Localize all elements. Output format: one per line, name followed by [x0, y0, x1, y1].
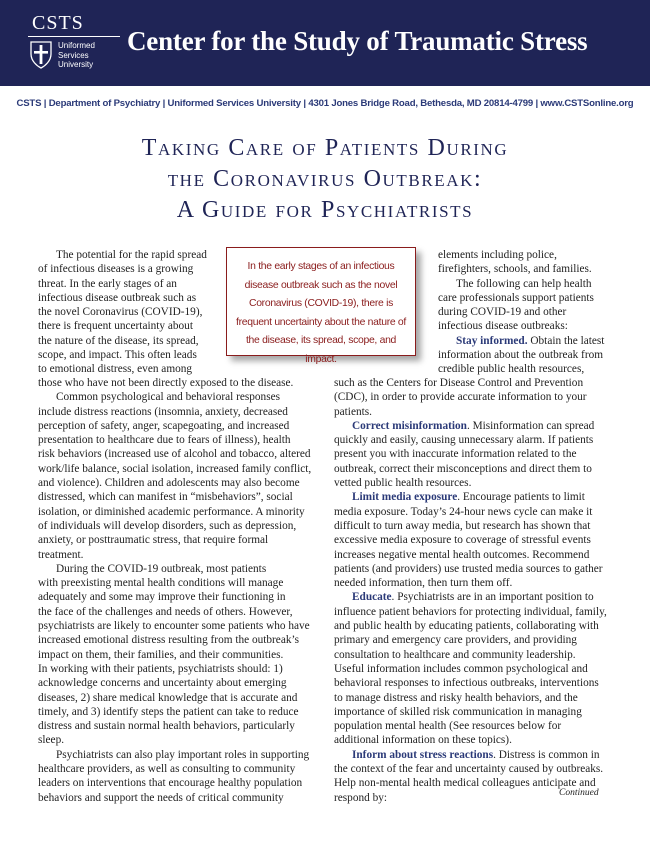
logo-word: University — [58, 60, 94, 69]
text-line: work/life balance, social isolation, increased family conflict, — [38, 462, 312, 475]
text-line: leaders on interventions that encourage healthy population — [38, 777, 303, 790]
logo-word: Services — [58, 50, 89, 60]
text-line: media exposure. Today’s 24-hour news cycle can make it — [334, 505, 593, 518]
text-line: influence patient behaviors for protecting individual, family, — [334, 605, 607, 618]
text-line: additional information on these topics). — [334, 734, 512, 747]
text-line: During the COVID-19 outbreak, most patients — [56, 562, 267, 575]
text-line: difficult to turn away media, but research has shown that — [334, 519, 591, 532]
text-line: to emotional distress, even among — [38, 363, 193, 376]
text-line: care professionals support patients — [438, 291, 594, 304]
text-line: isolation, or diminished academic performance. A minority — [38, 505, 305, 518]
text-line: risk behaviors (increased use of alcohol and tobacco, altered — [38, 448, 311, 461]
text-line: consultation to healthcare and community leadership. — [334, 648, 576, 661]
text-line: patients. — [334, 405, 372, 418]
text-line: and public health by educating patients, collaborating with — [334, 620, 599, 633]
text-line: infectious disease outbreak such as — [38, 291, 197, 304]
text-line — [438, 334, 616, 348]
text-line: to manage distress and risky health behaviors, and the — [334, 691, 578, 704]
text-line: sleep. — [38, 734, 65, 747]
text-line: infectious disease outbreaks: — [438, 320, 568, 333]
text-line: increased emotional distress resulting from the outbreak’s — [38, 634, 300, 647]
text-line: distressed, which can manifest in “misbehaviors”, social — [38, 491, 293, 504]
text-line: adequately and some may improve their functioning in — [38, 591, 286, 604]
title-line: A Guide for Psychiatrists — [176, 197, 474, 223]
text-line: Help non-mental health medical colleagues anticipate and — [334, 777, 596, 790]
title-line: the Coronavirus Outbreak: — [167, 166, 483, 192]
text-line: elements including police, — [438, 249, 557, 261]
organization-title: Center for the Study of Traumatic Stress — [127, 26, 588, 56]
text-line: psychiatrists are likely to encounter some patients who have — [38, 620, 310, 633]
text-line: timely, and 3) identify steps the patient can take to reduce — [38, 705, 299, 718]
text-line: behaviors and support the needs of critical community — [38, 791, 284, 804]
text-line: such as the Centers for Disease Control and Prevention — [334, 377, 584, 389]
text-line: during COVID-19 and other — [438, 306, 567, 319]
text-span: . Encourage patients to limit — [457, 491, 585, 504]
text-line: the novel Coronavirus (COVID-19), — [38, 306, 203, 319]
text-line: impact on them, their families, and their communities. — [38, 648, 284, 661]
text-line: present you with inaccurate information related to the — [334, 448, 577, 461]
text-line — [334, 490, 616, 504]
text-line: perception of safety, anger, scapegoating, and increased — [38, 419, 290, 432]
text-line — [334, 419, 616, 433]
text-line: Useful information includes common psychological and — [334, 662, 588, 675]
text-line: threat. In the early stages of an — [38, 277, 177, 290]
text-line: healthcare providers, as well as consulting to community — [38, 763, 296, 776]
csts-logo — [28, 14, 118, 74]
text-line: credible public health resources, — [438, 363, 585, 376]
text-line: In working with their patients, psychiatrists should: 1) — [38, 662, 283, 675]
text-line: diseases, 2) share medical knowledge that is accurate and — [38, 691, 298, 704]
text-line: of individuals will develop disorders, such as depression, — [38, 519, 297, 532]
text-line: information about the outbreak from — [438, 349, 604, 362]
pull-quote: In the early stages of an infectious disease outbreak such as the novel Coronavirus (COVID-19), there is frequent uncertainty about the nature of the disease, its spread, scope, and impact. — [226, 247, 416, 356]
text-line: (CDC), in order to provide accurate information to your — [334, 391, 587, 404]
text-line: behavioral responses to infectious outbreaks, interventions — [334, 677, 599, 690]
section-heading: Correct misinformation — [352, 419, 467, 432]
text-line: vetted public health resources. — [334, 477, 472, 490]
section-heading: Inform about stress reactions — [352, 748, 494, 761]
title-line: Taking Care of Patients During — [141, 135, 509, 161]
text-line: respond by: — [334, 791, 388, 804]
text-line: of infectious diseases is a growing — [38, 263, 194, 276]
text-line: quickly and easily, causing unnecessary alarm. If patients — [334, 434, 594, 447]
text-line: there is frequent uncertainty about — [38, 320, 193, 333]
text-line: The following can help health — [456, 277, 592, 290]
text-line: excessive media exposure to coverage of stressful events — [334, 534, 591, 547]
text-line: and violence). Children and adolescents may also become — [38, 477, 300, 490]
text-line: outbreak, correct their misconceptions and direct them to — [334, 462, 592, 475]
text-span: Obtain the latest — [530, 334, 605, 347]
right-column-body — [334, 376, 616, 805]
text-line: the nature of the disease, its spread, — [38, 334, 199, 347]
text-line: the face of the challenges and needs of others. However, — [38, 605, 293, 618]
text-line: acknowledge concerns and uncertainty about emerging — [38, 677, 287, 690]
text-line: Psychiatrists can also play important roles in supporting — [56, 748, 310, 761]
text-span: . Misinformation can spread — [466, 419, 595, 432]
text-line: importance of skilled risk communication in managing — [334, 705, 582, 718]
left-column-body — [38, 376, 320, 805]
page-title — [0, 133, 650, 226]
logo-word: Uniformed — [58, 41, 95, 50]
text-line: treatment. — [38, 548, 84, 561]
logo-title: CSTS — [32, 12, 84, 34]
text-line: scope, and impact. This often leads — [38, 349, 197, 362]
text-line — [334, 590, 616, 604]
text-line: the context of the fear and uncertainty caused by outbreaks. — [334, 763, 604, 776]
header-banner — [0, 0, 650, 86]
text-line: The potential for the rapid spread — [56, 249, 207, 261]
section-heading: Limit media exposure — [352, 491, 458, 504]
text-line: firefighters, schools, and families. — [438, 263, 592, 276]
text-span: . Psychiatrists are in an important position to — [391, 591, 594, 604]
text-span: . Distress is common in — [493, 748, 600, 761]
text-line: presentation to healthcare due to fears of illness), health — [38, 434, 291, 447]
continued-label: Continued — [559, 788, 599, 798]
text-line: population mental health (See resources below for — [334, 720, 562, 733]
text-line: primary and emergency care providers, and providing — [334, 634, 577, 647]
logo-rule — [28, 36, 120, 37]
text-line: patients (and providers) use trusted media sources to gather — [334, 562, 603, 575]
text-line: distress and sustain normal health behaviors, particularly — [38, 720, 295, 733]
right-column-intro — [438, 248, 616, 377]
section-heading: Educate — [352, 591, 392, 604]
text-line: Common psychological and behavioral responses — [56, 391, 281, 404]
text-line: those who have not been directly exposed to the disease. — [38, 377, 294, 389]
text-line: anxiety, or posttraumatic stress, that require formal — [38, 534, 269, 547]
address-line: CSTS | Department of Psychiatry | Uniformed Services University | 4301 Jones Bridge Road, Bethesda, MD 20814-4799 | www.CSTSonline.org — [16, 98, 634, 109]
text-line: needed information, then turn them off. — [334, 577, 513, 590]
logo-words — [58, 41, 95, 70]
left-column-intro — [38, 248, 228, 377]
section-heading: Stay informed. — [456, 334, 531, 347]
text-line: increases negative mental health outcomes. Recommend — [334, 548, 590, 561]
text-line: with preexisting mental health conditions will manage — [38, 577, 284, 590]
text-line — [334, 748, 616, 762]
shield-icon — [30, 41, 52, 69]
text-line: include distress reactions (insomnia, anxiety, decreased — [38, 405, 288, 418]
